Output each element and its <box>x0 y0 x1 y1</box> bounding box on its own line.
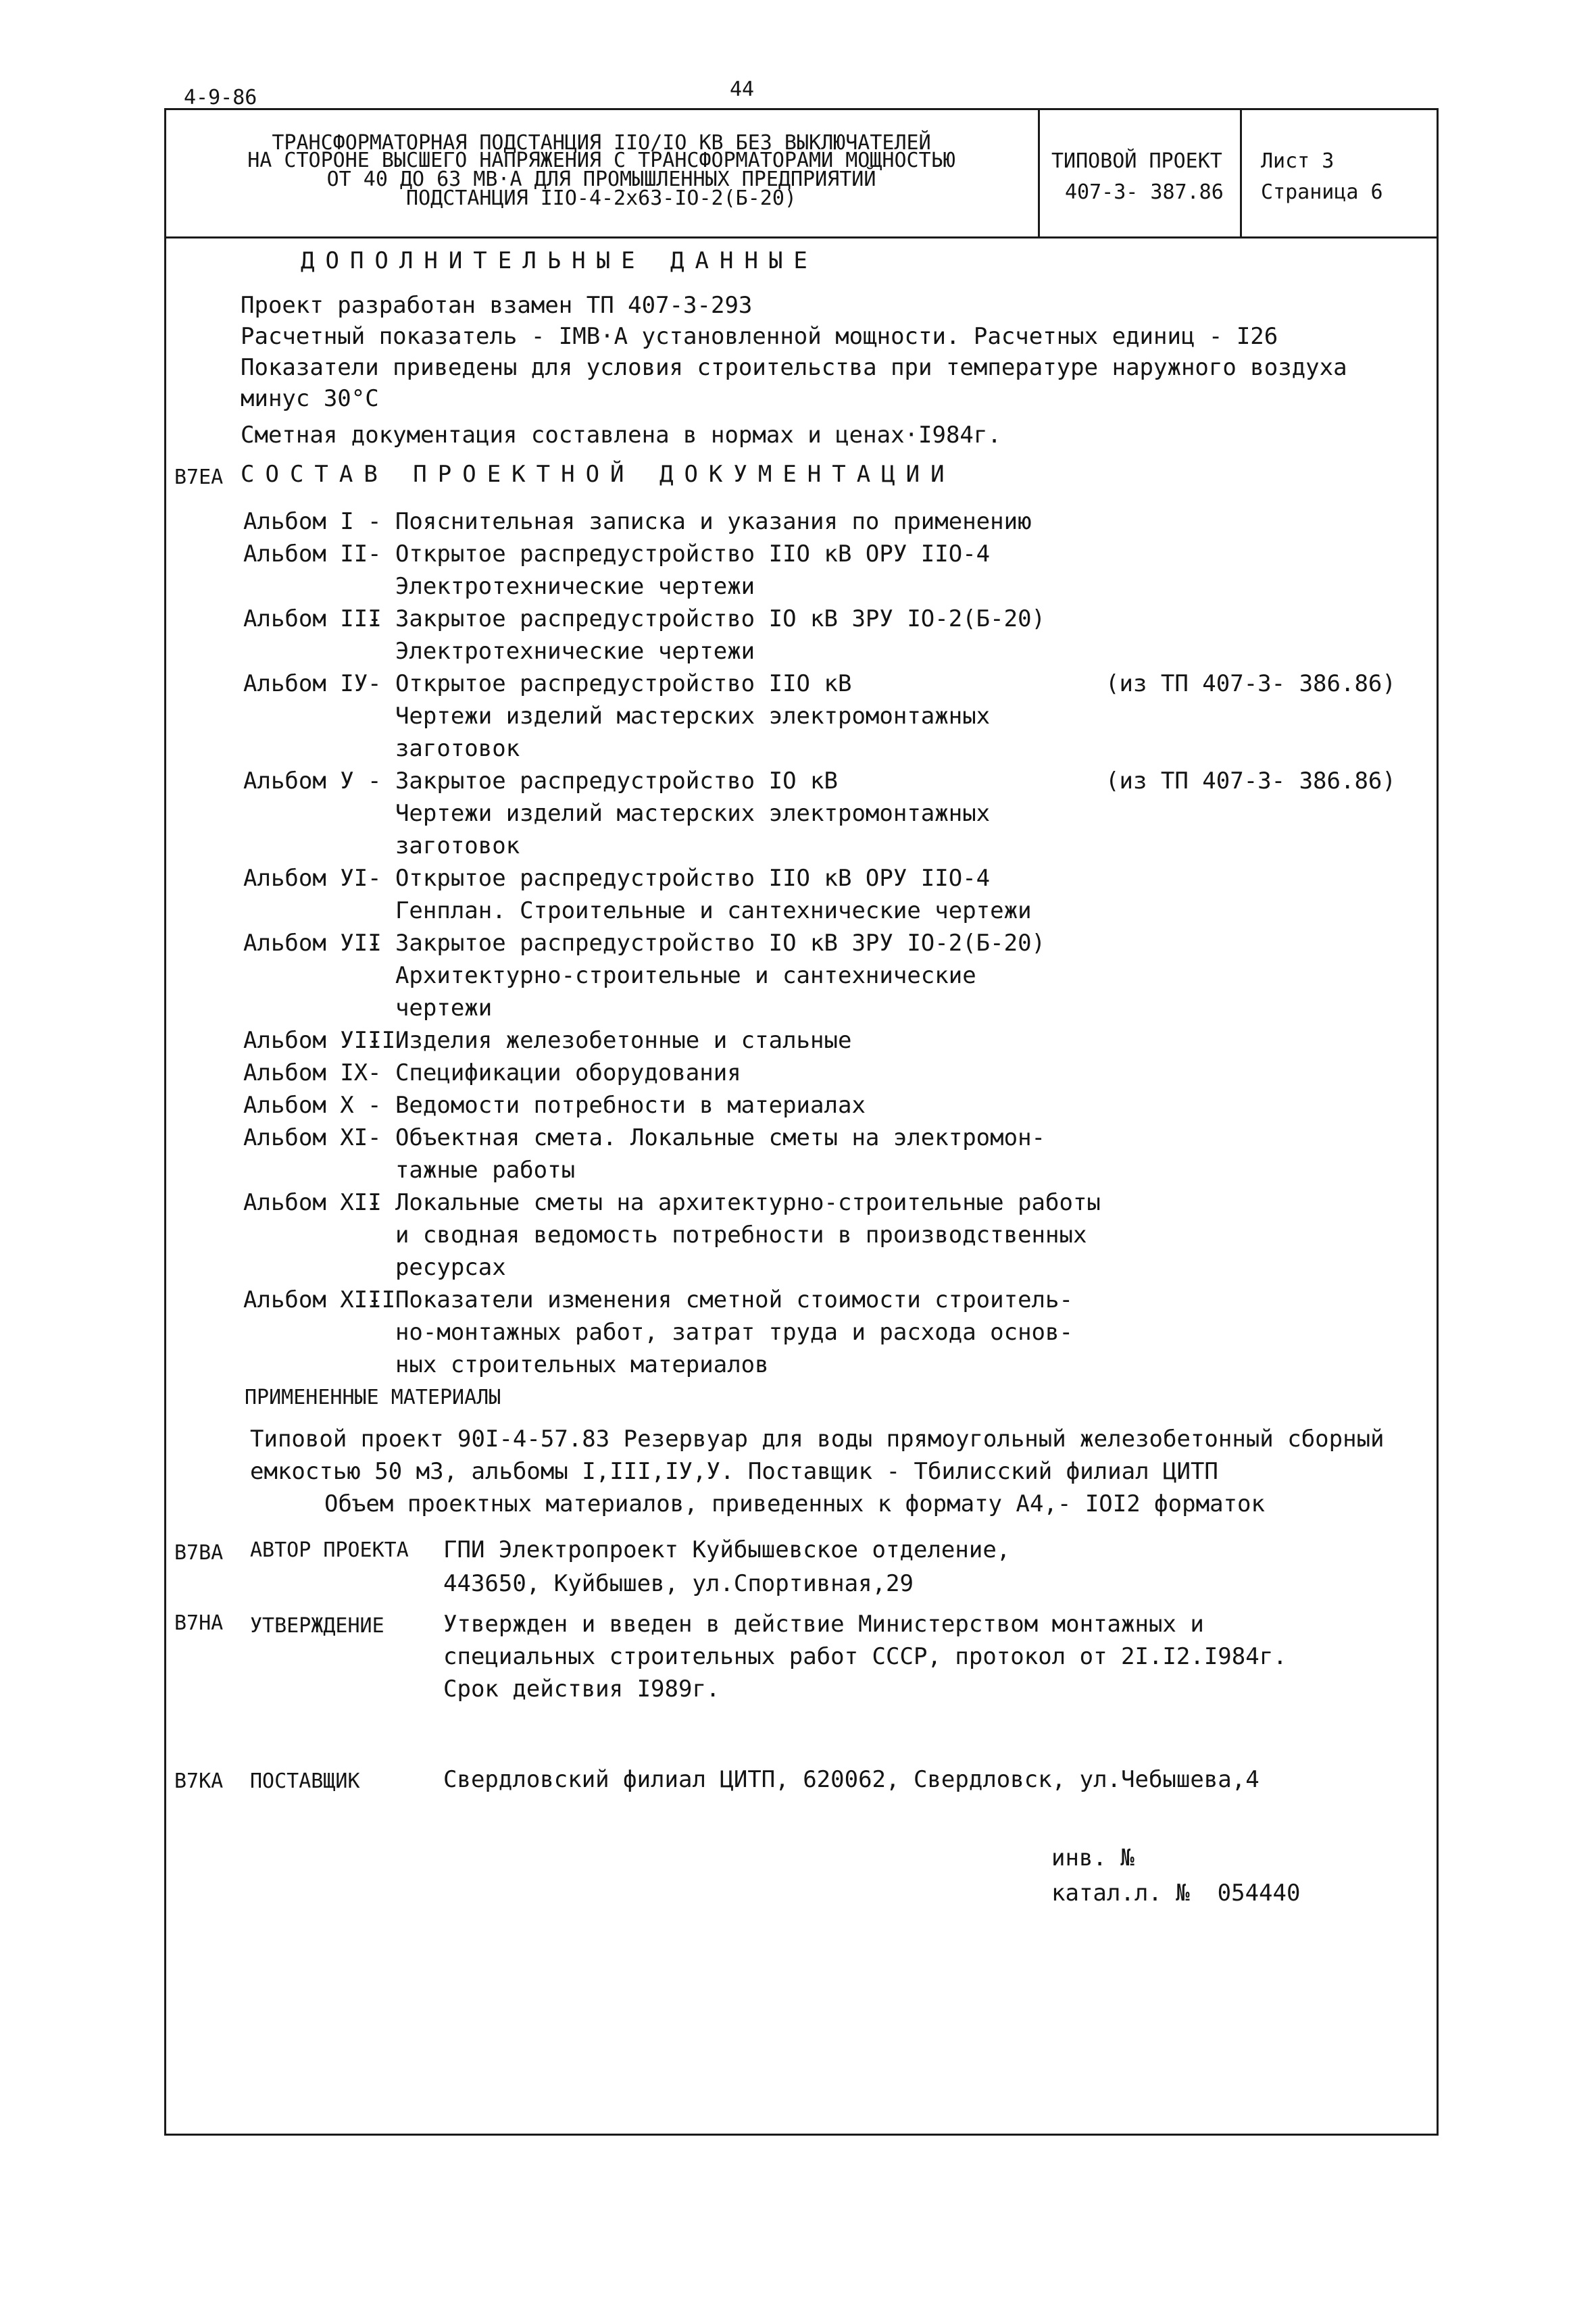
sheet-number: Лист 3 <box>1261 149 1335 173</box>
album-label: Альбом УIII <box>243 1027 396 1054</box>
additional-line: Показатели приведены для условия строительства при температуре наружного воздуха <box>241 354 1347 381</box>
album-label: Альбом III <box>243 605 382 632</box>
header-divider <box>164 236 1439 238</box>
inventory-number: инв. № <box>1051 1844 1134 1871</box>
album-description: - Закрытое распредустройство IO кВ ЗРУ IO-2(Б-20) <box>368 605 1046 632</box>
project-number: 407-3- 387.86 <box>1065 180 1224 204</box>
additional-data-heading: ДОПОЛНИТЕЛЬНЫЕ ДАННЫЕ <box>301 247 818 274</box>
additional-line: Расчетный показатель - IМВ·А установленной мощности. Расчетных единиц - I26 <box>241 323 1278 350</box>
album-label: Альбом У <box>243 768 354 795</box>
composition-code: В7ЕА <box>174 466 224 489</box>
album-description: Архитектурно-строительные и сантехнические <box>368 962 976 989</box>
supplier-code: В7КА <box>174 1769 224 1793</box>
album-label: Альбом I <box>243 508 354 535</box>
additional-line: Проект разработан взамен ТП 407-3-293 <box>241 292 753 319</box>
header-column-divider <box>1038 108 1040 238</box>
header-column-divider <box>1240 108 1242 238</box>
album-description: заготовок <box>368 735 520 762</box>
album-description: Генплан. Строительные и сантехнические чертежи <box>368 897 1032 924</box>
album-description: Электротехнические чертежи <box>368 573 755 600</box>
page-label: Страница 6 <box>1261 180 1383 204</box>
album-description: заготовок <box>368 832 520 859</box>
album-description: Чертежи изделий мастерских электромонтажных <box>368 800 991 827</box>
approval-code: В7НА <box>174 1611 224 1635</box>
catalog-number: катал.л. № 054440 <box>1051 1880 1301 1907</box>
materials-heading: ПРИМЕНЕННЫЕ МАТЕРИАЛЫ <box>245 1386 501 1409</box>
album-description: - Открытое распредустройство IIO кВ ОРУ IIO-4 <box>368 540 991 568</box>
album-description: - Локальные сметы на архитектурно-строительные работы <box>368 1189 1101 1216</box>
author-line: 443650, Куйбышев, ул.Спортивная,29 <box>443 1570 914 1597</box>
album-label: Альбом XIII <box>243 1286 396 1313</box>
title-line: ТРАНСФОРМАТОРНАЯ ПОДСТАНЦИЯ IIO/IO КВ БЕЗ ВЫКЛЮЧАТЕЛЕЙ <box>272 131 931 155</box>
album-description: ных строительных материалов <box>368 1351 769 1378</box>
additional-line: Сметная документация составлена в нормах и ценах·I984г. <box>241 422 1001 449</box>
album-description: - Закрытое распредустройство IO кВ <box>368 768 838 795</box>
materials-line: емкостью 50 м3, альбомы I,III,IУ,У. Поставщик - Тбилисский филиал ЦИТП <box>250 1458 1218 1485</box>
album-description: - Показатели изменения сметной стоимости строитель- <box>368 1286 1073 1313</box>
album-description: - Открытое распредустройство IIO кВ <box>368 670 852 697</box>
album-description: чертежи <box>368 995 493 1022</box>
album-description: - Спецификации оборудования <box>368 1059 741 1086</box>
author-code: В7ВА <box>174 1541 224 1565</box>
materials-line: Объем проектных материалов, приведенных к формату А4,- IOI2 форматок <box>324 1490 1265 1517</box>
title-line: ОТ 40 ДО 63 МВ·А ДЛЯ ПРОМЫШЛЕННЫХ ПРЕДПРИЯТИЙ <box>326 168 876 191</box>
author-label: АВТОР ПРОЕКТА <box>250 1538 409 1562</box>
approval-label: УТВЕРЖДЕНИЕ <box>250 1614 384 1638</box>
album-description: тажные работы <box>368 1157 576 1184</box>
album-description: но-монтажных работ, затрат труда и расхода основ- <box>368 1319 1073 1346</box>
supplier-text: Свердловский филиал ЦИТП, 620062, Свердловск, ул.Чебышева,4 <box>443 1766 1260 1793</box>
album-label: Альбом II <box>243 540 368 568</box>
project-type-label: ТИПОВОЙ ПРОЕКТ <box>1051 149 1222 173</box>
title-line: НА СТОРОНЕ ВЫСШЕГО НАПРЯЖЕНИЯ С ТРАНСФОРМАТОРАМИ МОЩНОСТЬЮ <box>247 149 955 172</box>
composition-heading: СОСТАВ ПРОЕКТНОЙ ДОКУМЕНТАЦИИ <box>241 461 955 488</box>
album-description: - Ведомости потребности в материалах <box>368 1092 866 1119</box>
album-label: Альбом X <box>243 1092 354 1119</box>
album-description: Электротехнические чертежи <box>368 638 755 665</box>
album-description: Чертежи изделий мастерских электромонтажных <box>368 703 991 730</box>
page-number: 44 <box>730 78 755 101</box>
album-description: - Закрытое распредустройство IO кВ ЗРУ IO-2(Б-20) <box>368 930 1046 957</box>
album-label: Альбом XI <box>243 1124 368 1151</box>
approval-line: специальных строительных работ СССР, протокол от 2I.I2.I984г. <box>443 1643 1287 1670</box>
album-description: и сводная ведомость потребности в производственных <box>368 1222 1087 1249</box>
album-description: ресурсах <box>368 1254 506 1281</box>
document-date: 4-9-86 <box>184 86 257 109</box>
album-label: Альбом УII <box>243 930 382 957</box>
supplier-label: ПОСТАВЩИК <box>250 1769 360 1793</box>
author-line: ГПИ Электропроект Куйбышевское отделение, <box>443 1536 1011 1563</box>
approval-line: Срок действия I989г. <box>443 1676 720 1703</box>
album-description: - Объектная смета. Локальные сметы на электромон- <box>368 1124 1046 1151</box>
album-source-note: (из ТП 407-3- 386.86) <box>1105 768 1396 795</box>
album-description: - Изделия железобетонные и стальные <box>368 1027 852 1054</box>
album-description: - Открытое распредустройство IIO кВ ОРУ IIO-4 <box>368 865 991 892</box>
album-label: Альбом XII <box>243 1189 382 1216</box>
title-line: ПОДСТАНЦИЯ IIO-4-2х63-IO-2(Б-20) <box>406 186 797 210</box>
album-label: Альбом IУ <box>243 670 368 697</box>
materials-line: Типовой проект 90I-4-57.83 Резервуар для воды прямоугольный железобетонный сборный <box>250 1426 1385 1453</box>
additional-line: минус 30°С <box>241 385 379 412</box>
album-label: Альбом IX <box>243 1059 368 1086</box>
album-source-note: (из ТП 407-3- 386.86) <box>1105 670 1396 697</box>
approval-line: Утвержден и введен в действие Министерством монтажных и <box>443 1611 1204 1638</box>
album-label: Альбом УI <box>243 865 368 892</box>
album-description: - Пояснительная записка и указания по применению <box>368 508 1032 535</box>
